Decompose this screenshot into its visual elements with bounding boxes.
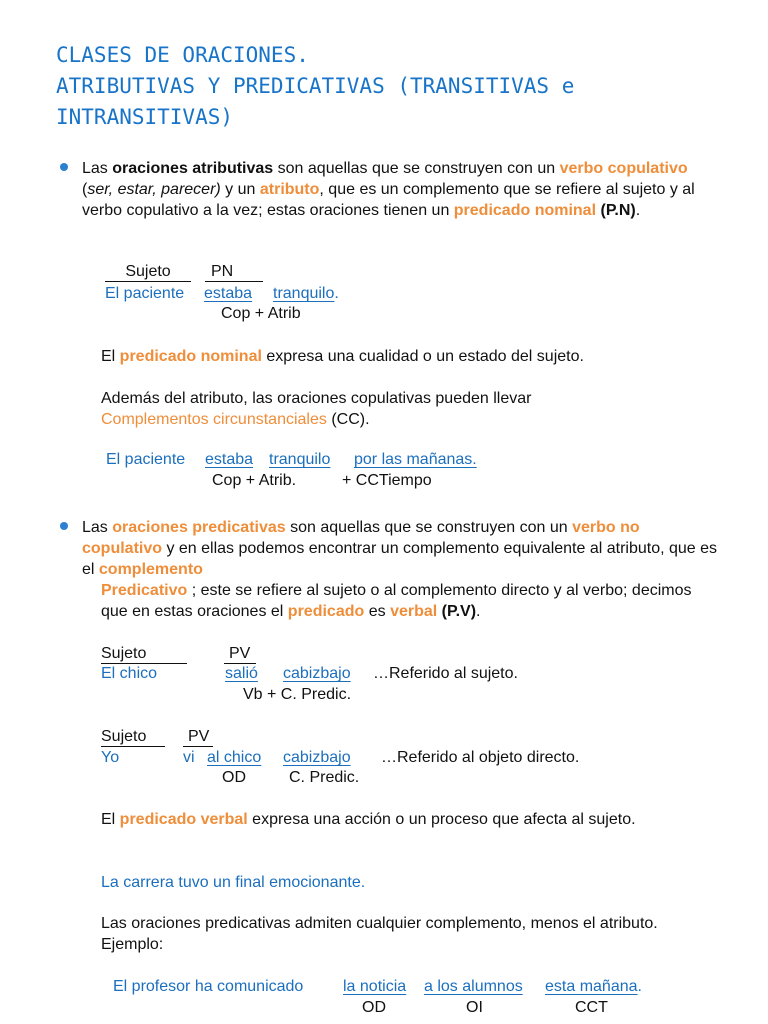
- ref-objeto-directo: …Referido al objeto directo.: [381, 749, 580, 766]
- section-predicativas-cont: Predicativo ; este se refiere al sujeto o al complemento directo y al verbo; decimos que en estas oraciones el predicado es verbal (P.V).: [101, 582, 692, 620]
- page-title: [56, 40, 574, 133]
- word-esta-manana: esta mañana: [545, 978, 638, 995]
- word-cabizbajo: cabizbajo: [283, 665, 351, 682]
- term-predicado-nominal-2: predicado nominal: [119, 348, 262, 365]
- term-verbo-no-copulativo: verbo no copulativo: [82, 519, 640, 557]
- note-predicado-verbal: El predicado verbal expresa una acción o un proceso que afecta al sujeto.: [101, 811, 636, 828]
- analysis-od-2: OD: [362, 999, 386, 1016]
- word-el-paciente-2: El paciente: [106, 451, 186, 468]
- label-sujeto-3: Sujeto: [101, 728, 165, 747]
- analysis-cop-atrib: Cop + Atrib: [221, 305, 301, 322]
- bullet-dot-icon: [60, 522, 68, 530]
- word-estaba-2: estaba: [205, 451, 254, 468]
- word-el-paciente: El paciente: [105, 285, 185, 302]
- title-line-2: ATRIBUTIVAS Y PREDICATIVAS (TRANSITIVAS e: [56, 74, 575, 98]
- note-complementos: Además del atributo, las oraciones copulativas pueden llevar Complementos circunstanciales (CC).: [101, 390, 532, 428]
- title-line-1: CLASES DE ORACIONES.: [56, 43, 309, 67]
- section-atributivas: Las oraciones atributivas son aquellas que se construyen con un verbo copulativo (ser, estar, parecer) y un atributo, que es un complemento que se refiere al sujeto y al verbo copulativo a la vez; estas oraciones tienen un predicado nominal (P.N).: [82, 160, 695, 219]
- label-pv: PV: [224, 645, 256, 664]
- example-sentence: La carrera tuvo un final emocionante.: [101, 874, 366, 891]
- term-predicado-nominal: predicado nominal: [453, 202, 597, 219]
- word-la-noticia: la noticia: [343, 978, 407, 995]
- term-oraciones-predicativas: oraciones predicativas: [112, 519, 286, 536]
- term-predicado-verbal: predicado verbal: [119, 811, 248, 828]
- label-pv-2: PV: [183, 728, 213, 747]
- label-pn: PN: [205, 263, 263, 282]
- label-sujeto: Sujeto: [105, 263, 191, 282]
- abbr-pn: (P.N): [600, 202, 636, 219]
- bullet-dot-icon: [60, 163, 68, 171]
- term-predicativo: Predicativo: [101, 582, 188, 599]
- phrase-el-profesor: El profesor ha comunicado: [113, 978, 304, 995]
- word-cabizbajo-2: cabizbajo: [283, 749, 351, 766]
- word-estaba: estaba: [204, 285, 253, 302]
- note-predicado-nominal: El predicado nominal expresa una cualidad o un estado del sujeto.: [101, 348, 584, 365]
- analysis-vb-cpredic: Vb + C. Predic.: [243, 686, 352, 703]
- term-verbal: verbal: [390, 603, 438, 620]
- analysis-cpredic: C. Predic.: [289, 769, 360, 786]
- word-yo: Yo: [101, 749, 120, 766]
- term-atributo: atributo: [259, 181, 320, 198]
- term-oraciones-atributivas: oraciones atributivas: [112, 160, 274, 177]
- abbr-pv: (P.V): [441, 603, 477, 620]
- term-verbo-copulativo: verbo copulativo: [559, 160, 688, 177]
- word-al-chico: al chico: [207, 749, 262, 766]
- analysis-cct: CCT: [575, 999, 608, 1016]
- analysis-cop-atrib-2: Cop + Atrib.: [212, 472, 297, 489]
- analysis-cctiempo: + CCTiempo: [342, 472, 432, 489]
- word-vi: vi: [183, 749, 195, 766]
- word-tranquilo: tranquilo: [273, 285, 335, 302]
- term-predicado: predicado: [287, 603, 365, 620]
- word-a-los-alumnos: a los alumnos: [424, 978, 523, 995]
- title-line-3: INTRANSITIVAS): [56, 105, 234, 129]
- word-el-chico: El chico: [101, 665, 158, 682]
- ref-sujeto: …Referido al sujeto.: [373, 665, 518, 682]
- word-tranquilo-2: tranquilo: [269, 451, 331, 468]
- section-predicativas: Las oraciones predicativas son aquellas que se construyen con un verbo no copulativo y en ellas podemos encontrar un complemento equivalente al atributo, que es el complemento: [82, 519, 718, 578]
- analysis-od: OD: [222, 769, 246, 786]
- word-por-las-mananas: por las mañanas.: [354, 451, 477, 468]
- term-complemento: complemento: [98, 561, 203, 578]
- label-sujeto-2: Sujeto: [101, 645, 187, 664]
- term-complementos-circunstanciales: Complementos circunstanciales: [101, 411, 327, 428]
- note-complementos-admitidos: Las oraciones predicativas admiten cualquier complemento, menos el atributo. Ejemplo:: [101, 915, 658, 953]
- analysis-oi: OI: [466, 999, 483, 1016]
- word-salio: salió: [225, 665, 258, 682]
